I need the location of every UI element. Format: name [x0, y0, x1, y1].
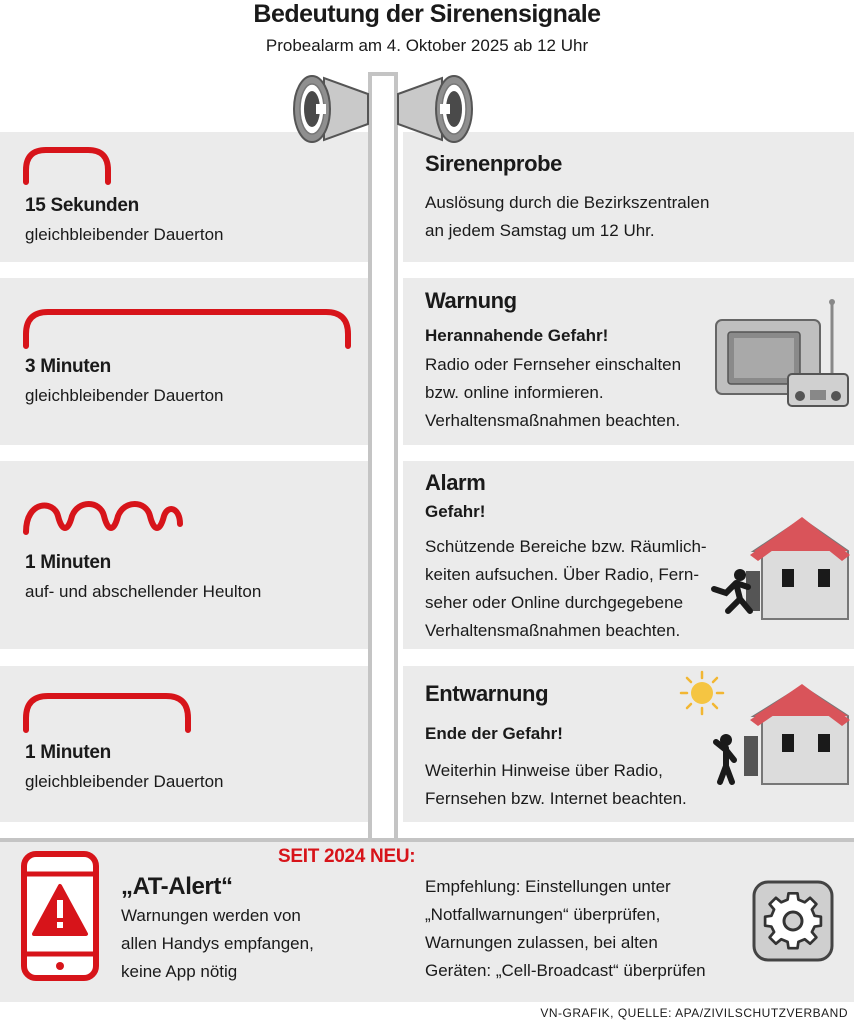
signal-tone-2: gleichbleibender Dauerton: [25, 386, 224, 405]
graphic-subtitle: Probealarm am 4. Oktober 2025 ab 12 Uhr: [265, 36, 589, 55]
signal-text-4: Weiterhin Hinweise über Radio, Fernsehen bzw. Internet beachten.: [425, 761, 687, 808]
signal-subheading-4: Ende der Gefahr!: [425, 724, 563, 743]
tv-radio-icon: [712, 298, 854, 410]
signal-heading-2: Warnung: [425, 288, 517, 313]
graphic-title: Bedeutung der Sirenensignale: [253, 0, 601, 28]
signal-duration-2: 3 Minuten: [25, 356, 111, 377]
house-standing-person-sun-icon: [678, 670, 850, 790]
signal-duration-1: 15 Sekunden: [25, 195, 139, 216]
signal-heading-3: Alarm: [425, 470, 486, 495]
signal-subheading-3: Gefahr!: [425, 502, 486, 521]
new-since-2024-label: SEIT 2024 NEU:: [278, 846, 416, 867]
signal-graph-steady-short: [20, 142, 120, 186]
siren-pole: [368, 72, 398, 844]
signal-graph-steady-all-clear: [20, 688, 200, 734]
siren-icon: [288, 70, 478, 150]
signal-heading-4: Entwarnung: [425, 681, 549, 706]
signal-duration-4: 1 Minuten: [25, 742, 111, 763]
signal-duration-3: 1 Minuten: [25, 552, 111, 573]
signal-heading-1: Sirenenprobe: [425, 151, 563, 176]
gear-icon: [752, 880, 834, 962]
phone-warning-icon: [20, 850, 100, 982]
signal-graph-wailing: [20, 494, 190, 540]
source-credit: VN-GRAFIK, QUELLE: APA/ZIVILSCHUTZVERBAND: [540, 1006, 848, 1020]
recommendation-text: Empfehlung: Einstellungen unter „Notfallwarnungen“ überprüfen, Warnungen zulassen, bei alten Geräten: „Cell-Broadcast“ überprüfen: [425, 877, 706, 980]
signal-graph-steady-long: [20, 304, 360, 350]
signal-tone-1: gleichbleibender Dauerton: [25, 225, 224, 244]
signal-subheading-2: Herannahende Gefahr!: [425, 326, 609, 345]
house-running-person-icon: [706, 515, 850, 625]
signal-text-2: Radio oder Fernseher einschalten bzw. online informieren. Verhaltensmaßnahmen beachten.: [425, 355, 682, 430]
at-alert-text: Warnungen werden von allen Handys empfangen, keine App nötig: [121, 906, 314, 981]
at-alert-title: „AT-Alert“: [121, 873, 233, 900]
signal-text-3: Schützende Bereiche bzw. Räumlich- keiten aufsuchen. Über Radio, Fern- seher oder Online durchgegebene Verhaltensmaßnahmen beachten.: [425, 537, 707, 640]
signal-tone-4: gleichbleibender Dauerton: [25, 772, 224, 791]
signal-tone-3: auf- und abschellender Heulton: [25, 582, 262, 601]
signal-text-1: Auslösung durch die Bezirkszentralen an jedem Samstag um 12 Uhr.: [425, 193, 710, 240]
